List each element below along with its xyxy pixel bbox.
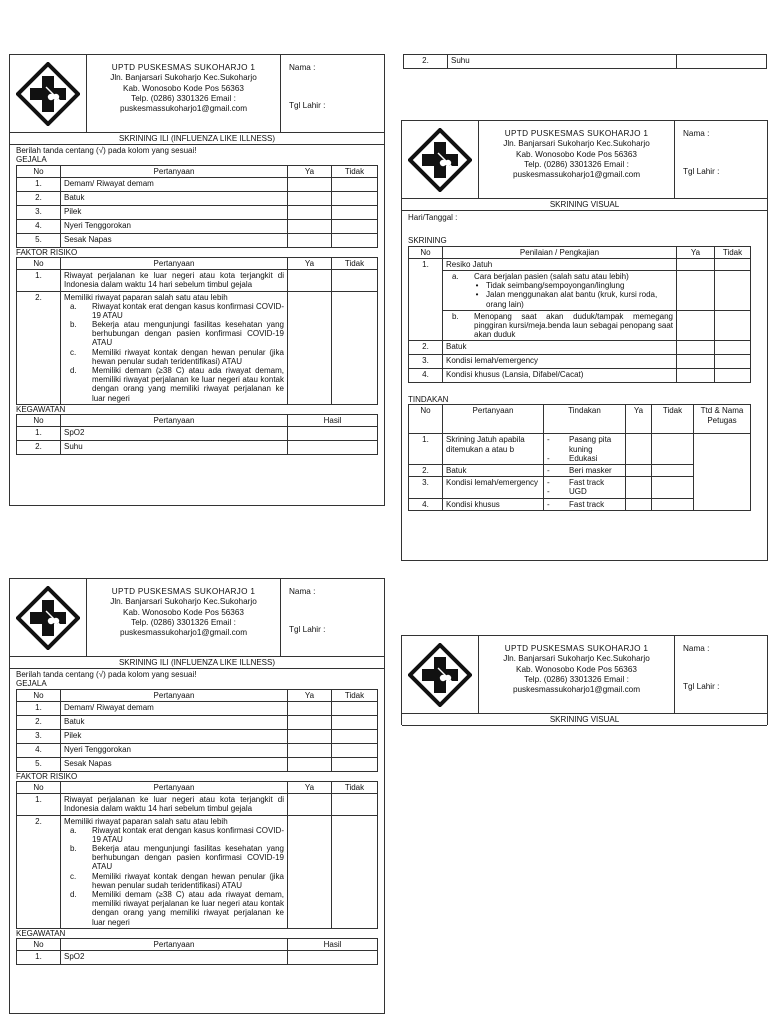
col-ya: Ya [626,405,652,434]
tidak-checkbox[interactable] [715,270,751,310]
ya-checkbox[interactable] [288,743,332,757]
instruction-text: Berilah tanda centang (√) pada kolom yang sesuai! [16,146,197,156]
form-header [402,121,767,199]
row-no: 1. [17,427,61,441]
ya-checkbox[interactable] [288,729,332,743]
sub-key: d. [70,366,77,375]
row-no: 1. [17,794,61,815]
institution-district: Kab. Wonosobo Kode Pos 56363 [123,607,244,617]
bullet-item [446,281,673,290]
dash-mark: - [547,466,550,475]
col-tindakan: Tindakan [544,405,626,434]
institution-phone: Telp. (0286) 3301326 Email : [524,674,629,684]
hasil-input[interactable] [677,55,767,69]
tidak-checkbox[interactable] [332,815,378,928]
puskesmas-logo-icon [10,55,86,132]
form-header [10,55,384,133]
sub-text: Bekerja atau mengunjungi fasilitas kesehatan yang berhubungan dengan pasien konfirmasi COVID-19 ATAU [92,844,284,872]
institution-info [86,55,281,132]
gejala-label: GEJALA [16,155,47,165]
kegawatan-continuation-table [403,54,767,69]
hari-tanggal-field[interactable]: Hari/Tanggal : [408,213,458,223]
row-no: 2. [17,441,61,455]
section-title: SKRINING VISUAL [402,714,767,726]
row-question [443,310,677,341]
kegawatan-label: KEGAWATAN [16,928,66,938]
faktor-risiko-table [16,781,378,929]
sub-item [64,826,284,844]
col-penilaian: Penilaian / Pengkajian [443,246,677,258]
row-no: 1. [17,177,61,191]
hasil-input[interactable] [288,951,378,965]
row-no: 1. [409,434,443,465]
bullet-icon: • [475,290,479,300]
ya-checkbox[interactable] [288,794,332,815]
visual-form-card-1 [401,120,768,561]
row-actions [544,498,626,510]
faktor-risiko-label: FAKTOR RISIKO [16,247,78,257]
row-no: 3. [409,355,443,369]
row-question: Demam/ Riwayat demam [61,177,288,191]
nama-field[interactable]: Nama : [289,587,316,596]
row-no: 4. [409,498,443,510]
col-pertanyaan: Pertanyaan [61,689,288,701]
patient-id-box [675,121,767,198]
col-hasil: Hasil [288,414,378,426]
sub-key: a. [452,271,459,281]
institution-district: Kab. Wonosobo Kode Pos 56363 [516,149,637,159]
action-text: UGD [569,487,587,497]
patient-id-box [281,55,384,132]
row-question: Suhu [61,441,288,455]
tidak-checkbox[interactable] [652,434,694,465]
tidak-checkbox[interactable] [652,465,694,477]
sub-item [446,272,673,281]
tidak-checkbox[interactable] [332,219,378,233]
table-row [17,205,378,219]
ya-checkbox[interactable] [288,219,332,233]
tgl-lahir-field[interactable]: Tgl Lahir : [289,101,326,110]
ili-form-card-2 [9,578,385,1014]
question-text: Memiliki riwayat paparan salah satu atau lebih [64,816,228,826]
table-row [17,815,378,928]
col-ttd: Ttd & Nama Petugas [694,405,751,434]
row-no: 4. [17,219,61,233]
skrining-label: SKRINING [408,236,447,246]
hasil-input[interactable] [288,427,378,441]
ya-checkbox[interactable] [288,205,332,219]
row-no: 3. [409,477,443,498]
tidak-checkbox[interactable] [332,177,378,191]
action-item [547,435,622,453]
table-row [17,715,378,729]
institution-address: Jln. Banjarsari Sukoharjo Kec.Sukoharjo [110,73,257,83]
puskesmas-logo-icon [402,636,478,713]
row-question: Batuk [443,341,677,355]
gejala-table [16,689,378,772]
row-question: Pilek [61,205,288,219]
col-no: No [17,414,61,426]
table-row [17,757,378,771]
visual-form-card-2 [401,635,768,725]
institution-info [86,579,281,656]
institution-email: puskesmassukoharjo1@gmail.com [119,104,248,113]
row-question: Nyeri Tenggorokan [61,743,288,757]
tidak-checkbox[interactable] [715,341,751,355]
row-question: Batuk [61,715,288,729]
col-ya: Ya [677,246,715,258]
col-hasil: Hasil [288,938,378,950]
row-no: 2. [409,341,443,355]
institution-email: puskesmassukoharjo1@gmail.com [512,685,641,694]
sub-key: c. [70,871,77,881]
sub-key: b. [70,844,77,854]
row-question [443,270,677,310]
sub-key: b. [452,311,459,321]
row-no: 4. [409,369,443,383]
dash-mark: - [547,435,550,445]
table-row [17,177,378,191]
row-question: Suhu [448,55,677,69]
sub-key: a. [70,301,77,311]
col-tidak: Tidak [332,165,378,177]
table-row [17,219,378,233]
faktor-risiko-label: FAKTOR RISIKO [16,771,78,781]
bullet-icon: • [475,281,479,291]
institution-title: UPTD PUSKESMAS SUKOHARJO 1 [111,63,256,72]
table-row [17,441,378,455]
sub-text: Memiliki demam (≥38 C) atau ada riwayat demam, memiliki riwayat perjalanan ke luar negeri atau kontak dengan orang yang memiliki riwayat perjalanan ke luar negeri [92,366,284,403]
row-question: Riwayat perjalanan ke luar negeri atau kota terjangkit di Indonesia dalam waktu 14 hari sebelum timbul gejala [61,270,288,291]
ya-checkbox[interactable] [288,233,332,247]
table-row [17,291,378,404]
gejala-table [16,165,378,248]
institution-address: Jln. Banjarsari Sukoharjo Kec.Sukoharjo [503,139,650,149]
institution-phone: Telp. (0286) 3301326 Email : [131,93,236,103]
sub-key: c. [70,347,77,357]
dash-mark: - [547,453,550,463]
col-pertanyaan: Pertanyaan [61,938,288,950]
ya-checkbox[interactable] [677,369,715,383]
kegawatan-label: KEGAWATAN [16,404,66,414]
row-no: 4. [17,743,61,757]
action-item [547,466,622,475]
table-row [409,310,751,341]
tidak-checkbox[interactable] [332,729,378,743]
table-row [17,427,378,441]
table-row [404,55,767,69]
tindakan-table [408,404,751,510]
ya-checkbox[interactable] [626,477,652,498]
form-header [402,636,767,714]
table-row [17,270,378,291]
ya-checkbox[interactable] [288,270,332,291]
ya-checkbox[interactable] [288,757,332,771]
institution-info [478,636,675,713]
sub-text: Bekerja atau mengunjungi fasilitas kesehatan yang berhubungan dengan pasien konfirmasi COVID-19 ATAU [92,320,284,348]
ya-checkbox[interactable] [288,177,332,191]
bullet-item [446,290,673,308]
ya-checkbox[interactable] [677,355,715,369]
col-tidak: Tidak [332,781,378,793]
table-row [409,258,751,270]
tidak-checkbox[interactable] [715,310,751,341]
row-no: 1. [17,270,61,291]
ya-checkbox[interactable] [677,310,715,341]
row-question: SpO2 [61,427,288,441]
tidak-checkbox[interactable] [332,270,378,291]
table-row [17,191,378,205]
col-no: No [17,165,61,177]
sub-text: Riwayat kontak erat dengan kasus konfirmasi COVID-19 ATAU [92,301,284,320]
row-question: Sesak Napas [61,757,288,771]
institution-title: UPTD PUSKESMAS SUKOHARJO 1 [504,129,649,138]
col-pertanyaan: Pertanyaan [61,414,288,426]
table-row [409,341,751,355]
col-ya: Ya [288,165,332,177]
bullet-text: Tidak seimbang/sempoyongan/linglung [486,281,625,291]
kegawatan-continuation [403,54,767,69]
tidak-checkbox[interactable] [652,498,694,510]
sub-text: Memiliki riwayat kontak dengan hewan penular (jika hewan penular sudah teridentifikasi) ATAU [92,347,284,366]
sub-key: a. [70,825,77,835]
col-tidak: Tidak [332,257,378,269]
ya-checkbox[interactable] [626,434,652,465]
action-text: Fast track [569,478,605,488]
col-pertanyaan: Pertanyaan [61,257,288,269]
tidak-checkbox[interactable] [332,715,378,729]
table-row [17,794,378,815]
ya-checkbox[interactable] [288,701,332,715]
tidak-checkbox[interactable] [332,757,378,771]
row-no: 3. [17,205,61,219]
sub-text: Riwayat kontak erat dengan kasus konfirmasi COVID-19 ATAU [92,825,284,844]
institution-title: UPTD PUSKESMAS SUKOHARJO 1 [111,587,256,596]
action-text: Beri masker [569,466,612,475]
sub-text: Memiliki riwayat kontak dengan hewan penular (jika hewan penular sudah teridentifikasi) ATAU [92,871,284,890]
action-item [547,454,622,463]
tgl-lahir-field[interactable]: Tgl Lahir : [683,167,720,176]
row-no: 2. [404,55,448,69]
row-actions [544,465,626,477]
tidak-checkbox[interactable] [332,701,378,715]
kegawatan-table [16,938,378,965]
row-question: Kondisi khusus (Lansia, Difabel/Cacat) [443,369,677,383]
nama-field[interactable]: Nama : [683,129,710,138]
sub-item [446,312,673,340]
action-item [547,500,622,509]
table-row [17,743,378,757]
gejala-label: GEJALA [16,679,47,689]
ya-checkbox[interactable] [288,715,332,729]
ya-checkbox[interactable] [677,258,715,270]
col-no: No [17,781,61,793]
row-no: 1. [17,951,61,965]
sub-item [64,890,284,927]
section-title: SKRINING VISUAL [402,199,767,211]
row-question: Batuk [443,465,544,477]
col-pertanyaan: Pertanyaan [61,781,288,793]
tidak-checkbox[interactable] [652,477,694,498]
row-question: Skrining Jatuh apabila ditemukan a atau b [443,434,544,465]
action-text: Pasang pita kuning [569,435,612,454]
row-no: 2. [409,465,443,477]
col-ya: Ya [288,689,332,701]
ya-checkbox[interactable] [677,341,715,355]
row-question: SpO2 [61,951,288,965]
table-row [17,233,378,247]
row-no: 2. [17,815,61,928]
col-ya: Ya [288,257,332,269]
table-row [17,729,378,743]
dash-mark: - [547,487,550,497]
row-actions [544,477,626,498]
sub-item [64,844,284,872]
institution-district: Kab. Wonosobo Kode Pos 56363 [516,664,637,674]
institution-email: puskesmassukoharjo1@gmail.com [512,170,641,179]
row-question: Batuk [61,191,288,205]
col-pertanyaan: Pertanyaan [61,165,288,177]
row-no: 3. [17,729,61,743]
table-row [17,701,378,715]
institution-district: Kab. Wonosobo Kode Pos 56363 [123,83,244,93]
tidak-checkbox[interactable] [715,258,751,270]
row-question: Kondisi lemah/emergency [443,355,677,369]
sub-text: Menopang saat akan duduk/tampak memegang pinggiran kursi/meja.benda laun sebagai penopang saat akan duduk [474,311,673,340]
dash-mark: - [547,499,550,509]
kegawatan-table [16,414,378,455]
row-question: Riwayat perjalanan ke luar negeri atau kota terjangkit di Indonesia dalam waktu 14 hari sebelum timbul gejala [61,794,288,815]
institution-info [478,121,675,198]
ili-form-card-1 [9,54,385,506]
skrining-visual-table [408,246,751,384]
row-no: 2. [17,191,61,205]
tidak-checkbox[interactable] [715,369,751,383]
col-tidak: Tidak [715,246,751,258]
patient-id-box [675,636,767,713]
institution-address: Jln. Banjarsari Sukoharjo Kec.Sukoharjo [110,597,257,607]
table-row [17,951,378,965]
table-row [409,355,751,369]
tidak-checkbox[interactable] [332,743,378,757]
nama-field[interactable]: Nama : [289,63,316,72]
sub-item [64,302,284,320]
ya-checkbox[interactable] [677,270,715,310]
row-question: Demam/ Riwayat demam [61,701,288,715]
ya-checkbox[interactable] [288,815,332,928]
sub-key: b. [70,320,77,330]
hasil-input[interactable] [288,441,378,455]
col-no: No [17,257,61,269]
dash-mark: - [547,478,550,488]
institution-phone: Telp. (0286) 3301326 Email : [131,617,236,627]
row-no: 2. [17,291,61,404]
row-no: 5. [17,757,61,771]
institution-address: Jln. Banjarsari Sukoharjo Kec.Sukoharjo [503,654,650,664]
tindakan-label: TINDAKAN [408,395,449,405]
bullet-text: Jalan menggunakan alat bantu (kruk, kursi roda, orang lain) [486,290,658,309]
row-no: 1. [17,701,61,715]
tgl-lahir-field[interactable]: Tgl Lahir : [289,625,326,634]
ya-checkbox[interactable] [626,498,652,510]
row-no: 2. [17,715,61,729]
petugas-signature-field[interactable] [694,434,751,510]
institution-title: UPTD PUSKESMAS SUKOHARJO 1 [504,644,649,653]
row-question: Nyeri Tenggorokan [61,219,288,233]
row-question [61,815,288,928]
sub-item [64,320,284,348]
col-ya: Ya [288,781,332,793]
action-item [547,487,622,496]
col-tidak: Tidak [652,405,694,434]
tidak-checkbox[interactable] [332,233,378,247]
col-no: No [17,689,61,701]
row-question: Sesak Napas [61,233,288,247]
table-row [409,369,751,383]
col-pertanyaan: Pertanyaan [443,405,544,434]
row-question: Pilek [61,729,288,743]
tidak-checkbox[interactable] [715,355,751,369]
sub-text: Memiliki demam (≥38 C) atau ada riwayat demam, memiliki riwayat perjalanan ke luar negeri atau kontak dengan orang yang memiliki riwayat perjalanan ke luar negeri [92,890,284,927]
puskesmas-logo-icon [10,579,86,656]
row-question: Kondisi lemah/emergency [443,477,544,498]
col-no: No [17,938,61,950]
action-text: Edukasi [569,453,598,463]
row-actions [544,434,626,465]
action-text: Fast track [569,499,605,509]
sub-text: Cara berjalan pasien (salah satu atau lebih) [474,271,629,281]
faktor-risiko-table [16,257,378,405]
row-question [61,291,288,404]
institution-phone: Telp. (0286) 3301326 Email : [524,159,629,169]
institution-email: puskesmassukoharjo1@gmail.com [119,628,248,637]
table-row [409,270,751,310]
form-header [10,579,384,657]
tidak-checkbox[interactable] [332,794,378,815]
col-tidak: Tidak [332,689,378,701]
question-text: Memiliki riwayat paparan salah satu atau lebih [64,292,228,302]
section-title: SKRINING ILI (INFLUENZA LIKE ILLNESS) [10,133,384,145]
tidak-checkbox[interactable] [332,205,378,219]
patient-id-box [281,579,384,656]
row-no: 1. [409,258,443,341]
puskesmas-logo-icon [402,121,478,198]
col-no: No [409,246,443,258]
instruction-text: Berilah tanda centang (√) pada kolom yang sesuai! [16,670,197,680]
action-item [547,478,622,487]
section-title: SKRINING ILI (INFLUENZA LIKE ILLNESS) [10,657,384,669]
tidak-checkbox[interactable] [332,291,378,404]
table-row [409,434,751,465]
ya-checkbox[interactable] [288,191,332,205]
sub-item [64,348,284,366]
sub-item [64,872,284,890]
tidak-checkbox[interactable] [332,191,378,205]
sub-item [64,366,284,403]
tgl-lahir-field[interactable]: Tgl Lahir : [683,682,720,691]
sub-key: d. [70,890,77,899]
row-no: 5. [17,233,61,247]
row-question: Kondisi khusus [443,498,544,510]
ya-checkbox[interactable] [626,465,652,477]
nama-field[interactable]: Nama : [683,644,710,653]
col-no: No [409,405,443,434]
row-question: Resiko Jatuh [443,258,677,270]
ya-checkbox[interactable] [288,291,332,404]
